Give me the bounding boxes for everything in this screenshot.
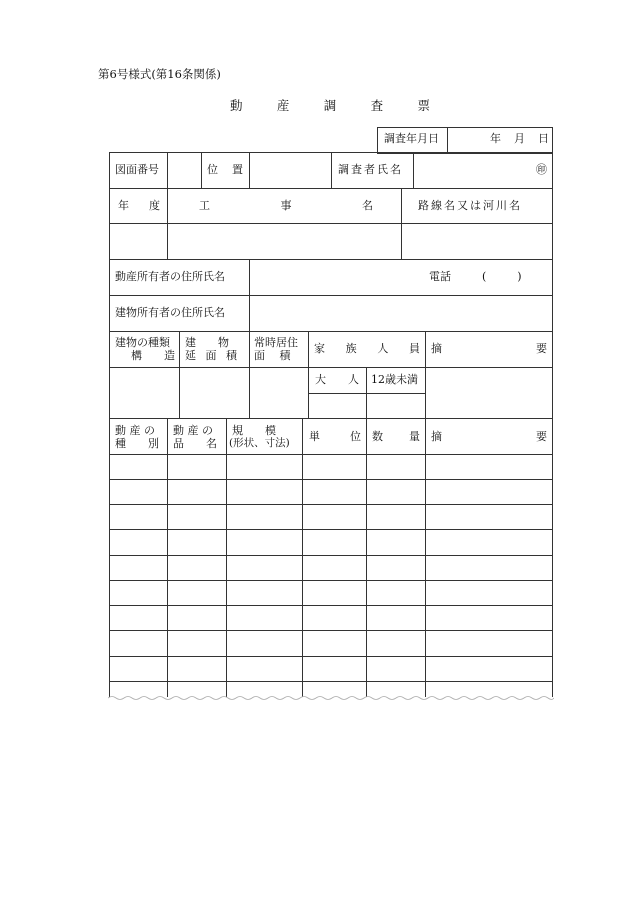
title-char: 産 <box>276 98 290 113</box>
route-river-label: 路線名又は河川名 <box>418 199 522 212</box>
map-number-label: 図面番号 <box>115 163 159 176</box>
phone-label: 電話 <box>429 270 451 283</box>
family-label <box>314 342 420 356</box>
adult-char: 大 <box>315 373 326 386</box>
unit-char: 単 <box>309 430 320 443</box>
building-type-line2: 構 造 <box>131 349 175 362</box>
row-line <box>109 630 553 631</box>
col-line <box>425 331 426 418</box>
unit-char: 位 <box>350 430 361 443</box>
fiscal-year-char: 度 <box>149 199 160 212</box>
building-remarks-label <box>431 342 547 356</box>
movable-name-line2: 品 名 <box>173 437 217 450</box>
works-name-char: 工 <box>199 199 210 212</box>
movable-kind-line2: 種 別 <box>115 437 159 450</box>
title-char: 査 <box>370 98 384 113</box>
col-line <box>167 188 168 259</box>
survey-date-divider <box>447 127 448 153</box>
col-line <box>249 259 250 331</box>
col-line <box>167 152 168 188</box>
family-char: 人 <box>377 342 389 355</box>
title-char: 動 <box>230 98 243 113</box>
movable-name-line1: 動 産 の <box>173 424 213 437</box>
row-line <box>109 681 553 682</box>
movable-kind-line1: 動 産 の <box>115 424 155 437</box>
col-line <box>308 331 309 418</box>
building-type-label <box>115 336 175 362</box>
floor-area-line1: 建 物 <box>185 336 229 349</box>
position-char: 置 <box>232 163 243 176</box>
survey-date-label: 調査年月日 <box>384 132 439 145</box>
resident-area-line1: 常時居住 <box>254 336 298 349</box>
survey-date-field[interactable] <box>449 128 551 152</box>
row-line <box>109 529 553 530</box>
row-line <box>109 418 553 419</box>
row-line <box>109 223 553 224</box>
adult-label <box>315 373 359 387</box>
item-remarks-label <box>431 430 547 444</box>
survey-date-year: 年 <box>490 132 501 145</box>
col-line <box>167 418 168 697</box>
col-line <box>249 152 250 188</box>
remarks-char: 摘 <box>431 430 442 443</box>
unit-label <box>309 430 361 444</box>
col-line <box>366 367 367 418</box>
movable-owner-label: 動産所有者の住所氏名 <box>115 270 225 283</box>
col-line <box>201 152 202 188</box>
quantity-char: 数 <box>372 430 383 443</box>
scale-line2: (形状、寸法) <box>229 437 290 449</box>
cut-wave-line <box>108 694 554 702</box>
floor-area-line2: 延 面 積 <box>185 349 240 362</box>
phone-parens: ( ) <box>482 270 525 283</box>
position-char: 位 <box>207 163 218 176</box>
remarks-char: 要 <box>536 430 547 443</box>
works-name-char: 名 <box>362 199 373 212</box>
title-char: 調 <box>323 98 337 113</box>
row-line <box>109 504 553 505</box>
col-line <box>425 418 426 697</box>
resident-area-line2: 面 積 <box>254 349 291 362</box>
family-char: 族 <box>345 342 357 355</box>
quantity-char: 量 <box>409 430 420 443</box>
form-number: 第6号様式(第16条関係) <box>98 67 221 81</box>
title-char: 票 <box>417 98 430 113</box>
form-title <box>230 96 430 114</box>
col-line <box>366 418 367 697</box>
row-line <box>109 479 553 480</box>
row-line <box>109 259 553 260</box>
row-line <box>109 454 553 455</box>
movable-kind-label <box>115 424 165 450</box>
building-type-line1: 建物の種類 <box>115 336 170 349</box>
movable-name-label <box>173 424 223 450</box>
row-line <box>109 188 553 189</box>
family-char: 家 <box>314 342 325 355</box>
adult-char: 人 <box>348 373 359 386</box>
scale-line1: 規 模 <box>232 424 276 437</box>
col-line <box>331 152 332 188</box>
building-owner-label: 建物所有者の住所氏名 <box>115 306 225 319</box>
seal-mark: ㊞ <box>536 163 547 176</box>
col-line <box>413 152 414 188</box>
surveyor-label: 調査者氏名 <box>338 163 403 176</box>
remarks-char: 摘 <box>431 342 442 355</box>
under-12-label: 12歳未満 <box>371 373 418 386</box>
row-line <box>109 605 553 606</box>
resident-area-label <box>254 336 306 362</box>
remarks-char: 要 <box>536 342 547 355</box>
row-line <box>109 367 553 368</box>
row-line <box>109 580 553 581</box>
col-line <box>302 418 303 697</box>
fiscal-year-char: 年 <box>118 199 129 212</box>
floor-area-label <box>185 336 245 362</box>
survey-date-day: 日 <box>538 132 549 145</box>
family-char: 員 <box>408 342 420 355</box>
row-line <box>109 555 553 556</box>
survey-date-month: 月 <box>514 132 525 145</box>
col-line <box>179 331 180 418</box>
row-line <box>109 331 553 332</box>
works-name-char: 事 <box>280 199 292 212</box>
col-line <box>249 331 250 418</box>
row-line <box>109 295 553 296</box>
row-line <box>109 656 553 657</box>
fiscal-year-label <box>118 199 160 213</box>
col-line <box>401 188 402 259</box>
quantity-label <box>372 430 420 444</box>
position-label <box>207 163 243 177</box>
col-line <box>226 418 227 697</box>
works-name-label <box>199 199 373 213</box>
scale-label <box>229 424 301 450</box>
